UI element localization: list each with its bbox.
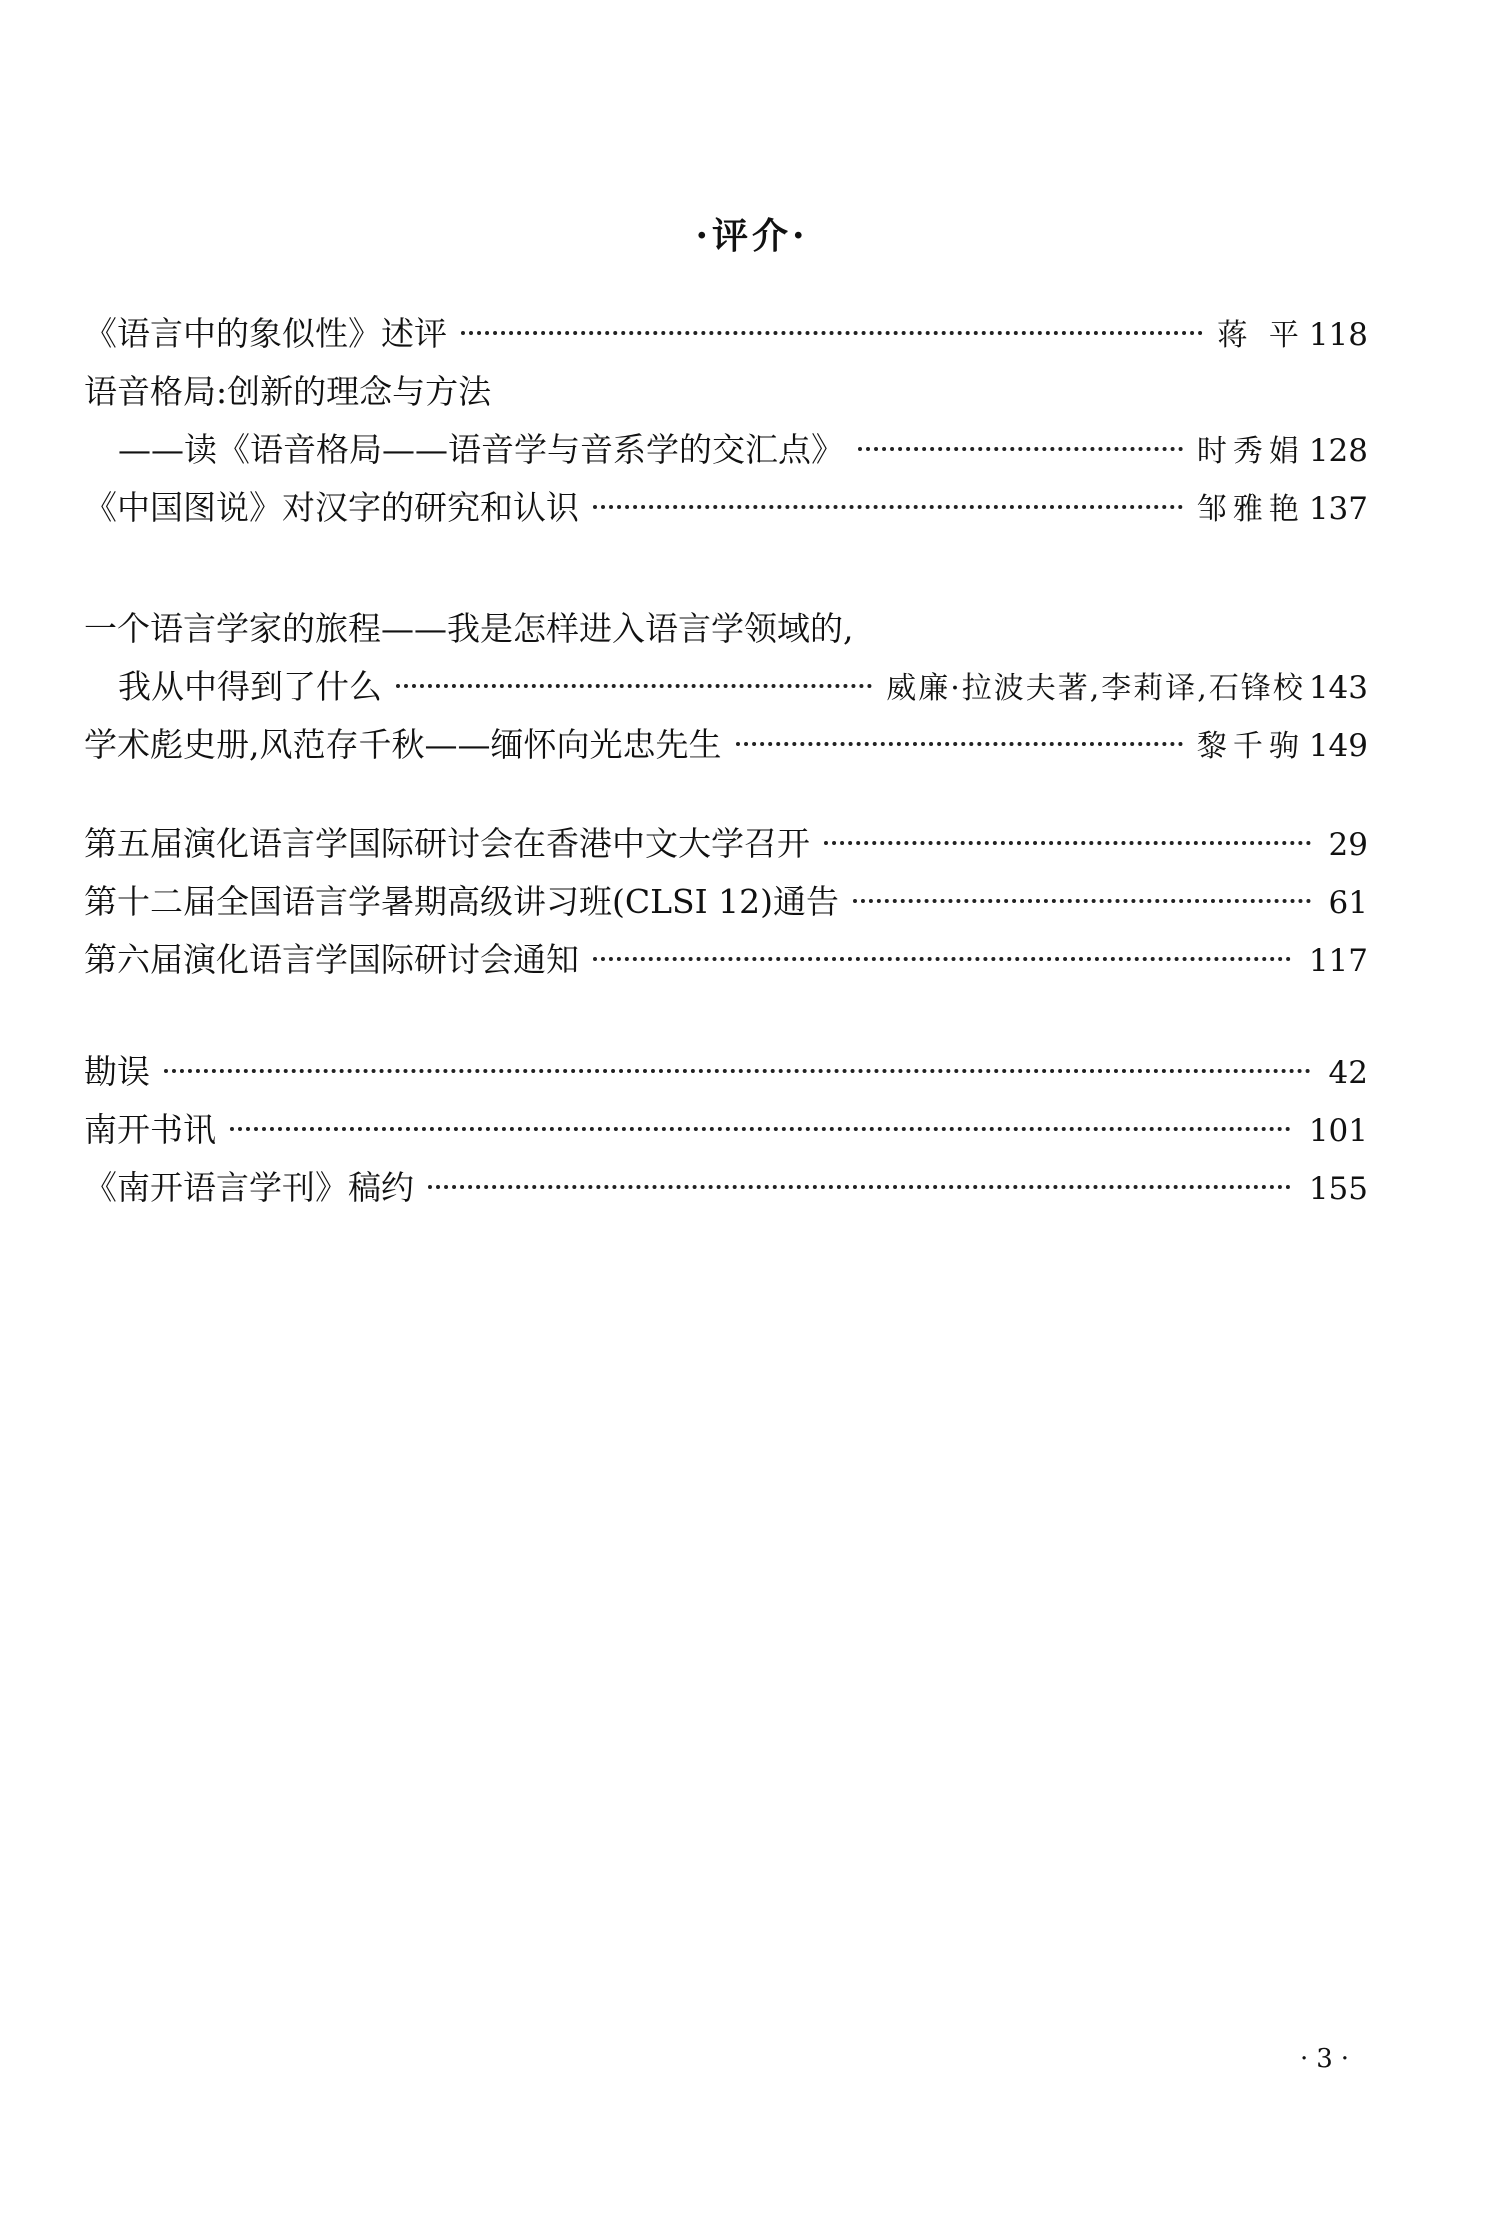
dot-leader <box>164 1069 1311 1073</box>
dot-leader <box>858 447 1183 451</box>
entry-title: 我从中得到了什么 <box>118 667 382 706</box>
dot-leader <box>593 505 1183 509</box>
entry-author: 蒋 平 <box>1217 318 1305 353</box>
entry-title: 《中国图说》对汉字的研究和认识 <box>84 488 579 527</box>
entry-page: 149 <box>1308 728 1368 764</box>
entry-title: 《语言中的象似性》述评 <box>84 314 447 353</box>
entry-title: 勘误 <box>84 1052 150 1091</box>
notice-section <box>84 815 1368 989</box>
entry-page: 29 <box>1328 827 1368 863</box>
dot-leader <box>461 331 1203 335</box>
entry-title: 第六届演化语言学国际研讨会通知 <box>84 940 579 979</box>
toc-entry <box>84 1159 1368 1217</box>
memoir-section <box>84 600 1368 774</box>
entry-author: 时秀娟 <box>1196 434 1305 469</box>
entry-page: 101 <box>1308 1113 1368 1149</box>
dot-leader <box>736 742 1183 746</box>
page-number: ·3· <box>1300 2044 1358 2074</box>
entry-subtitle: ——读《语音格局——语音学与音系学的交汇点》 <box>118 430 844 469</box>
toc-entry <box>84 931 1368 989</box>
dot-leader <box>853 899 1311 903</box>
entry-title: 南开书讯 <box>84 1110 216 1149</box>
entry-title: 第五届演化语言学国际研讨会在香港中文大学召开 <box>84 824 810 863</box>
misc-section <box>84 1043 1368 1217</box>
entry-title: 学术彪史册,风范存千秋——缅怀向光忠先生 <box>84 725 722 764</box>
entry-page: 42 <box>1328 1055 1368 1091</box>
entry-page: 117 <box>1308 943 1368 979</box>
entry-title-line: 一个语言学家的旅程——我是怎样进入语言学领域的, <box>84 609 854 648</box>
toc-entry <box>84 1101 1368 1159</box>
toc-entry <box>84 421 1368 479</box>
entry-author: 邹雅艳 <box>1196 492 1305 527</box>
entry-title-line: 语音格局:创新的理念与方法 <box>84 372 492 411</box>
review-section <box>84 305 1368 537</box>
entry-title: 第十二届全国语言学暑期高级讲习班(CLSI 12)通告 <box>84 882 840 921</box>
entry-page: 128 <box>1308 433 1368 469</box>
entry-page: 137 <box>1308 491 1368 527</box>
toc-entry <box>84 305 1368 363</box>
dot-leader <box>824 841 1311 845</box>
dot-leader <box>396 684 872 688</box>
toc-entry <box>84 716 1368 774</box>
toc-entry <box>84 873 1368 931</box>
toc-entry <box>84 658 1368 716</box>
entry-title: 《南开语言学刊》稿约 <box>84 1168 414 1207</box>
dot-leader <box>428 1185 1291 1189</box>
entry-author: 黎千驹 <box>1196 729 1305 764</box>
section-title: ·评介· <box>695 215 809 257</box>
toc-entry <box>84 815 1368 873</box>
entry-page: 143 <box>1308 670 1368 706</box>
entry-page: 61 <box>1328 885 1368 921</box>
toc-entry <box>84 479 1368 537</box>
dot-leader <box>230 1127 1291 1131</box>
toc-entry <box>84 1043 1368 1101</box>
dot-leader <box>593 957 1291 961</box>
entry-page: 155 <box>1308 1171 1368 1207</box>
entry-author: 威廉·拉波夫著,李莉译,石锋校 <box>886 671 1305 706</box>
entry-page: 118 <box>1308 317 1368 353</box>
